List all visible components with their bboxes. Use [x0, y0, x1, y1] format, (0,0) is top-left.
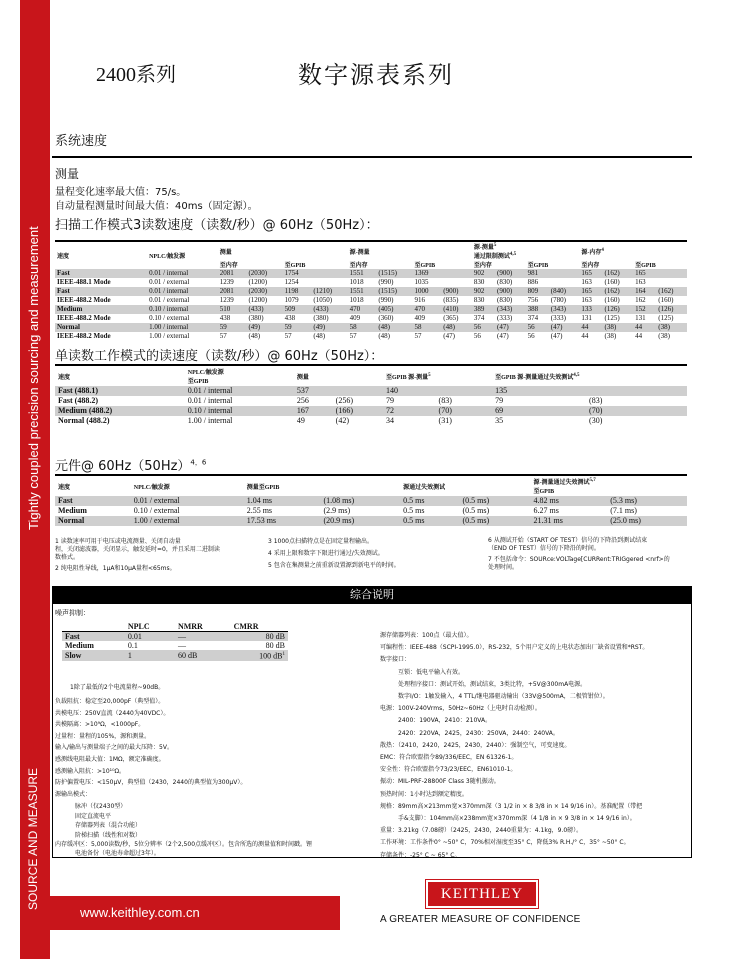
spec-line: 重量：3.21kg（7.08磅）（2425，2430，2440重量为：4.1kg，9.0磅）。: [380, 827, 583, 835]
table-row: Fast 0.01 / internal 2081 (2030) 1198 (1210) 1551 (1515) 1000 (900) 902 (900) 809 (840) 165 (162) 164 (162): [55, 287, 687, 296]
spec-line: 处理程序接口：测试开始，测试结束，3类比特，+5V@300mA电源。: [398, 680, 587, 688]
table-row: Fast (488.1) 0.01 / internal 537 140 135: [55, 386, 687, 396]
table-row: Fast 0.01 / internal 2081 (2030) 1754 1551 (1515) 1369 902 (900) 981 165 (162) 165: [55, 269, 687, 278]
component-heading: 元件@ $60Hz(50Hz)^{4,6}$: [55, 458, 207, 474]
spec-line: 手&支脚）：104mm高×238mm宽×370mm深（4 1/8 in × 9 3/8 in × 14 9/16 in）。: [398, 815, 636, 822]
footnote: 3 1000点扫描特点是在固定量程输出。: [268, 538, 373, 545]
spec-line: 共模隔离：>10⁹Ω，<1000pF。: [55, 721, 145, 729]
spec-line: 2400：190VA，2410：210VA。: [398, 717, 492, 725]
spec-line: 规格：89mm高×213mm宽×370mm深（3 1/2 in × 8 3/8 in × 14 9/16 in）。基准配置（带把: [380, 802, 643, 810]
footnote: 4 采用上限和数字下限进行通过/失效测试。: [268, 550, 384, 557]
spec-line: 感测输入阻抗：>10¹⁰Ω。: [55, 767, 126, 775]
general-section-title: 综合说明: [52, 586, 692, 603]
measure-line: 量程变化速率最大值：75/s。: [55, 187, 187, 198]
spec-line: 数字I/O：1触发输入，4 TTL/继电器驱动输出（33V@500mA，二极管钳位）。: [398, 693, 609, 700]
single-heading: 单读数工作模式的读速度（读数/秒）@ 60Hz（50Hz）：: [55, 349, 384, 364]
keithley-logo: KEITHLEY: [426, 880, 538, 908]
mode-line: 存储器列表（混合功能）: [75, 822, 142, 829]
spec-line: 工作环境：工作条件0° ~50° C，70%相对湿度至35° C，降低3% R.H./° C，35° ~50° C。: [380, 839, 630, 847]
footer-url[interactable]: www.keithley.com.cn: [80, 905, 200, 920]
footnote: 1 读数速率可用于电压或电流测量、关闭自动量: [55, 538, 181, 545]
mode-line: 阶梯扫描（线性和对数）: [75, 831, 142, 839]
spec-line: 源输出模式：: [55, 790, 92, 798]
page-title: 数字源表系列: [298, 61, 454, 89]
divider: [52, 156, 692, 158]
noise-table: NPLC NMRR CMRR Fast 0.01 — 80 dB Medium 0.1 — 80 dB Slow 1 60 dB 100 $dB^1$: [62, 622, 288, 661]
series-title: 2400系列: [96, 64, 176, 86]
table-row: IEEE-488.2 Mode 0.10 / external 438 (380) 438 (380) 409 (360) 409 (365) 374 (333) 374 (333) 131 (125) 131 (125): [57, 314, 674, 322]
col-source-measure: 源-测量: [349, 249, 370, 256]
table-row: IEEE-488.1 Mode 0.01 / external 1239 (1200) 1254 1018 (990) 1035 830 (830) 886 163 (160) 163: [57, 278, 646, 286]
spec-line: 电源：100V-240Vrms，50Hz~60Hz（上电时自动检测）。: [380, 705, 541, 713]
table-row: Medium (488.2) 0.10 / internal 167 (166) 72 (70) 69 (70): [55, 406, 687, 416]
spec-line: 存储条件：-25° C ~ 65° C。: [380, 851, 461, 859]
spec-line: EMC：符合欧盟指令89/336/EEC，EN 61326-1。: [380, 754, 518, 761]
scan-heading: 扫描工作模式3读数速度（读数/秒）@ 60Hz（50Hz）：: [55, 218, 379, 233]
spec-line: 共模电压：250V直流（2440为40VDC）。: [55, 709, 170, 717]
col-source-memory: 源-内存$^4$: [581, 247, 604, 256]
table-row: Fast (488.2) 0.01 / internal 256 (256) 79 (83) 79 (83): [58, 396, 603, 405]
spec-line: 负载阻抗：稳定至20,000pF（典型值）。: [55, 698, 165, 705]
memory-line: 内存缓冲区：5,000读数/秒，5位分辨率（2个2,500点缓冲区）。包含所选的测量值和时间戳。锂: [55, 841, 313, 848]
single-speed-table: 速度 NPLC/触发源 至GPIB 测量 至GPIB 源-测量$^5$ 至GPIB 源-测量通过失效测试$^{4,5}$ Fast (488.1) 0.01 / internal 537 140 135 Fast (488.2) 0.01 / internal 256 (256) 79 (83) 79 (83) Medium (488.2) 0.10 / internal 167 (166) 72 (70) 69 (70) Normal (488.2) 1.00 / internal 49 (42) 34 (31) 35 (30): [55, 364, 687, 426]
col-speed: 速度: [57, 254, 70, 260]
section-title-speed: 系统速度: [55, 134, 108, 149]
spec-line: 散热：（2410，2420，2425，2430，2440）：强制空气，可变速度。: [380, 741, 571, 749]
noise-footnote: 1除了最低的2个电流量程~90dB。: [70, 684, 165, 691]
mode-line: 脉冲（仅2430型）: [75, 803, 127, 810]
measure-title: 测量: [55, 167, 80, 181]
col-source-measure-limit: 源-测量$^5$ 通过限制测试$^{4,5}$: [473, 243, 517, 260]
sidebar-section-label: SOURCE AND MEASURE: [26, 767, 40, 910]
spec-line: 预热时间：1小时达到额定精度。: [380, 790, 468, 798]
table-row: Normal 1.00 / external 17.53 ms (20.9 ms) 0.5 ms (0.5 ms) 21.31 ms (25.0 ms): [55, 516, 687, 526]
footnote: 2 纯电阻性导线，1μA和10μA量程<65ms。: [55, 565, 176, 572]
table-row: Normal (488.2) 1.00 / internal 49 (42) 34 (31) 35 (30): [58, 416, 603, 425]
table-row: Fast 0.01 / external 1.04 ms (1.08 ms) 0.5 ms (0.5 ms) 4.82 ms (5.3 ms): [55, 496, 687, 506]
memory-line: 电池备份（电池寿命超过3年）。: [75, 850, 160, 857]
footnote: 5 包含在集测量之前重新设置源到新电平的时间。: [268, 562, 400, 569]
footnote: 程，关闭滤波器，关闭显示，触发延时=0，并且采用二进制读: [55, 546, 220, 553]
footnote: 数格式。: [55, 554, 80, 561]
spec-line: 输入/输出与测量端子之间的最大压降：5V。: [55, 744, 173, 752]
col-measure: 测量: [219, 249, 232, 256]
table-row: Medium 0.10 / external 2.55 ms (2.9 ms) 0.5 ms (0.5 ms) 6.27 ms (7.1 ms): [58, 506, 637, 515]
spec-line: 感测线电阻最大值：1MΩ，额定准确度。: [55, 756, 165, 763]
footnote: 7 不包括命令：SOURce:VOLTage[CURRent:TRIGgered <nrf>的: [488, 556, 670, 563]
table-row: IEEE-488.2 Mode 0.01 / external 1239 (1200) 1079 (1050) 1018 (990) 916 (835) 830 (830) 756 (780) 163 (160) 162 (160): [57, 296, 674, 304]
spec-line: 2420：220VA，2425，2430：250VA，2440：240VA。: [398, 729, 559, 737]
spec-line: 防护偏置电压：<150μV，典型值（2430，2440的典型值为300μV）。: [55, 779, 247, 787]
table-row: IEEE-488.2 Mode 1.00 / external 57 (48) 57 (48) 57 (48) 57 (47) 56 (47) 56 (47) 44 (38) 44 (38): [57, 332, 670, 340]
spec-line: 过量程：量程的105%，源和测量。: [55, 732, 151, 740]
table-row: Medium 0.10 / internal 510 (433) 509 (433) 470 (405) 470 (410) 389 (343) 388 (343) 133 (126) 152 (126): [55, 305, 687, 314]
footnote: 6 从测试开始（START OF TEST）信号的下降沿到测试结束: [488, 537, 648, 544]
measure-line: 自动量程测量时间最大值：40ms（固定源）。: [55, 201, 258, 212]
spec-line: 数字接口：: [380, 656, 411, 664]
spec-line: 安全性：符合欧盟指令73/23/EEC，EN61010-1。: [380, 766, 517, 774]
sidebar-band: [20, 0, 50, 959]
footnote: （END OF TEST）信号的下降沿的时间。: [488, 545, 600, 552]
table-row: Normal 1.00 / internal 59 (49) 59 (49) 58 (48) 58 (48) 56 (47) 56 (47) 44 (38) 44 (38): [55, 323, 687, 332]
spec-line: 互锁：低电平输入有效。: [398, 668, 465, 676]
component-speed-table: 速度 NPLC/触发源 测量至GPIB 源通过失效测试 源-测量通过失效测试$^{5,7}$ 至GPIB Fast 0.01 / external 1.04 ms (1.08 ms) 0.5 ms (0.5 ms) 4.82 ms (5.3 ms) Medium 0.10 / external 2.55 ms (2.9 ms) 0.5 ms (0.5 ms) 6.27 ms (7.1 ms) Normal 1.00 / external 17.53 ms (20.9 ms) 0.5 ms (0.5 ms) 21.31 ms (25.0 ms): [55, 474, 687, 526]
noise-label: 噪声抑制：: [55, 609, 90, 617]
sidebar-tagline: Tightly coupled precision sourcing and measurement: [26, 226, 41, 530]
footnote: 处理时间。: [488, 564, 519, 571]
spec-line: 振动：MIL-PRF-28800F Class 3随机振动。: [380, 778, 500, 786]
mode-line: 固定直流电平: [75, 812, 112, 820]
spec-line: 可编程性：IEEE-488（SCPI-1995.0），RS-232，5个用户定义的上电状态加出厂缺省设置和*RST。: [380, 644, 649, 652]
col-nplc: NPLC/触发源: [149, 254, 186, 260]
spec-line: 源存储器列表：100点（最大值）。: [380, 632, 473, 639]
footer-tagline: A GREATER MEASURE OF CONFIDENCE: [380, 914, 581, 925]
scan-speed-table: 速度 NPLC/触发源 测量 源-测量 源-测量$^5$ 通过限制测试$^{4,5}$ 源-内存$^4$ 至内存 至GPIB 至内存 至GPIB 至内存 至GPIB 至内存 至GPIB Fast 0.01 / internal 2081 (2030) 1754 1551 (1515) 1369 902 (900) 981 165 (162) 165 IEEE-488.1 Mode 0.01 / external 1239 (1200) 1254 1018 (990) 1035 830 (830) 886 163 (160) 163 Fast 0.01 / internal 2081 (2030) 1198 (1210) 1551 (1515) 1000 (900) 902 (900) 809 (840) 165 (162) 164 (162) IEEE-488.2 Mode 0.01 / external 1239 (1200) 1079 (1050) 1018 (990) 916 (835) 830 (830) 756 (780) 163 (160) 162 (160) Medium 0.10 / internal 510 (433) 509 (433) 470 (405) 470 (410) 389 (343) 388 (343) 133 (126) 152 (126) IEEE-488.2 Mode 0.10 / external 438 (380) 438 (380) 409 (360) 409 (365) 374 (333) 374 (333) 131 (125) 131 (125) Normal 1.00 / internal 59 (49) 59 (49) 58 (48) 58 (48) 56 (47) 56 (47) 44 (38) 44 (38) IEEE-488.2 Mode 1.00 / external 57 (48) 57 (48) 57 (48) 57 (47) 56 (47) 56 (47) 44 (38) 44 (38): [55, 240, 687, 341]
